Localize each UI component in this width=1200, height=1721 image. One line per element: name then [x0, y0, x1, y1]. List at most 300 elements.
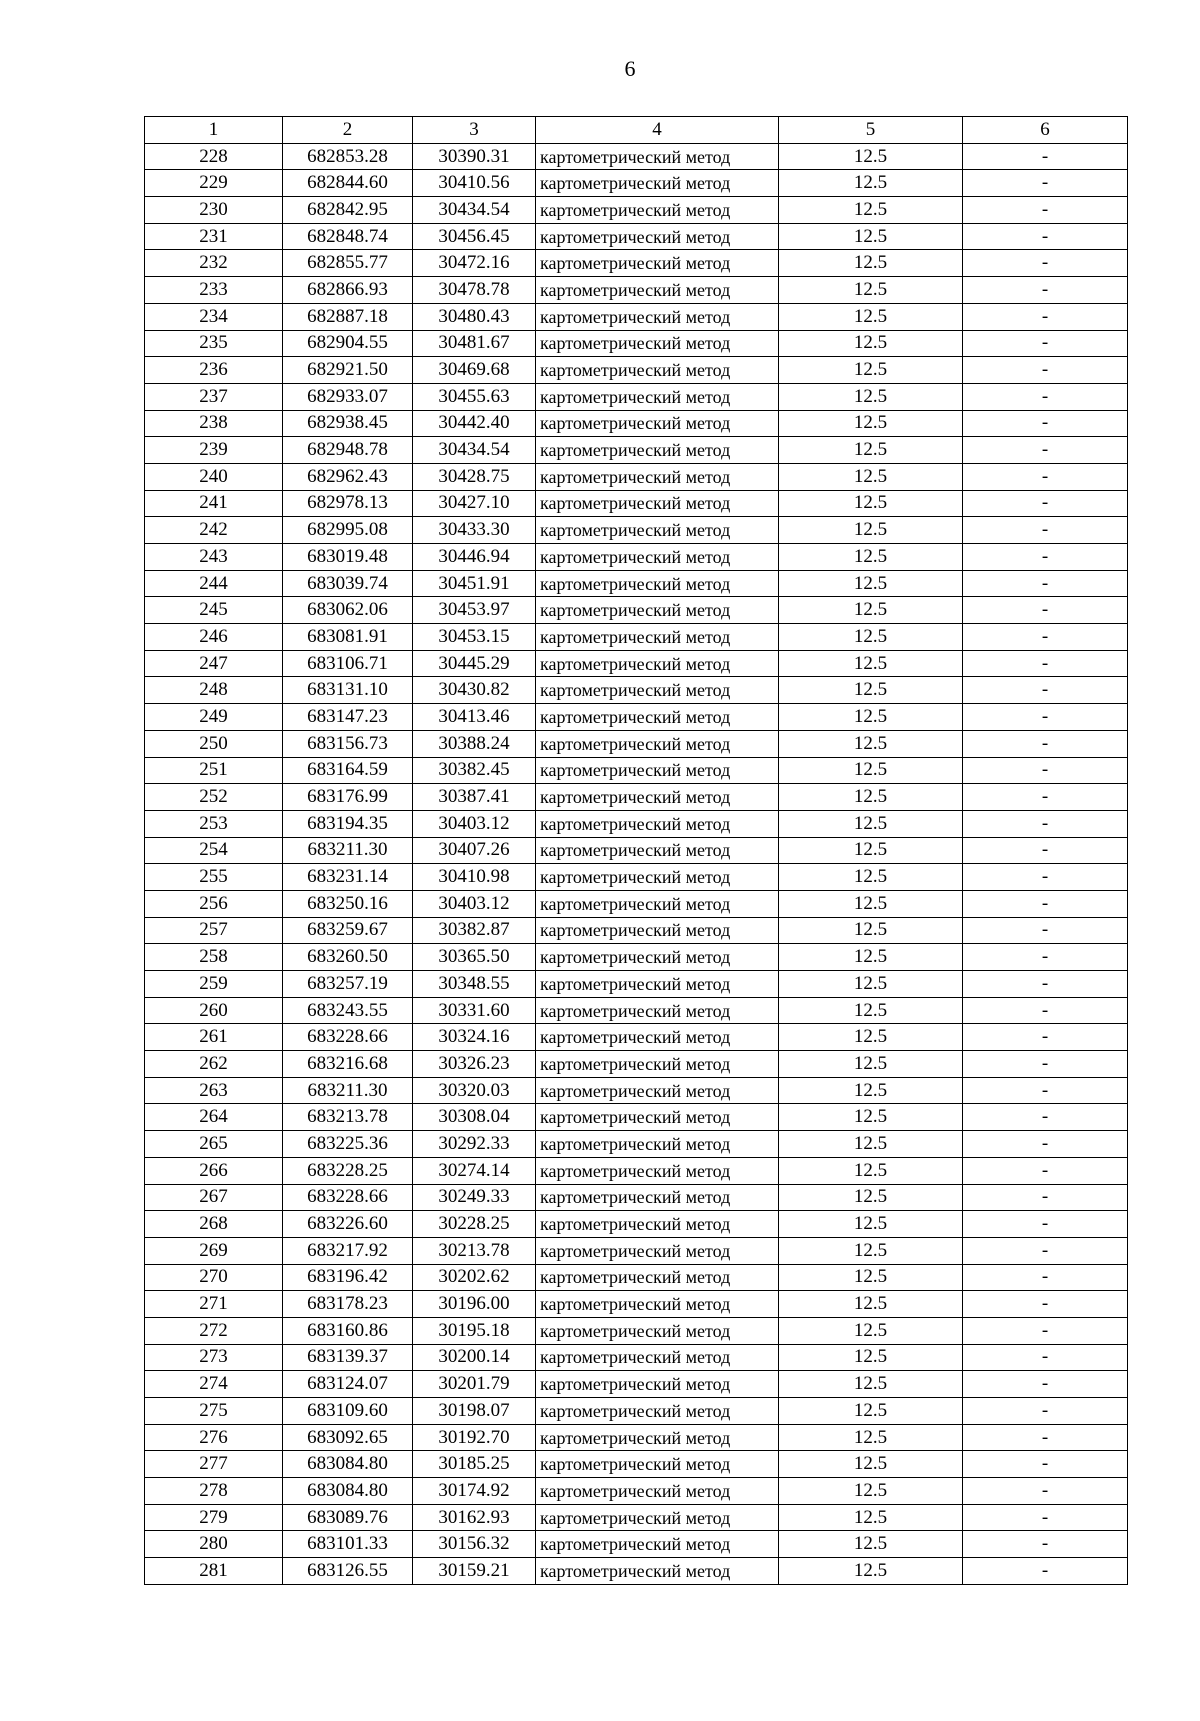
table-row	[145, 1131, 1128, 1158]
accuracy-cell: 12.5	[779, 437, 963, 464]
method-cell: картометрический метод	[536, 1131, 779, 1158]
column-header-3: 3	[413, 117, 536, 144]
method-cell: картометрический метод	[536, 437, 779, 464]
accuracy-cell: 12.5	[779, 1371, 963, 1398]
y-coordinate-cell: 30442.40	[413, 410, 536, 437]
method-cell: картометрический метод	[536, 1051, 779, 1078]
column-header-5: 5	[779, 117, 963, 144]
method-cell: картометрический метод	[536, 971, 779, 998]
point-number-cell: 243	[145, 544, 283, 571]
accuracy-cell: 12.5	[779, 223, 963, 250]
description-cell: -	[963, 1184, 1128, 1211]
accuracy-cell: 12.5	[779, 1504, 963, 1531]
description-cell: -	[963, 1024, 1128, 1051]
method-cell: картометрический метод	[536, 544, 779, 571]
accuracy-cell: 12.5	[779, 1077, 963, 1104]
table-row	[145, 1264, 1128, 1291]
x-coordinate-cell: 683211.30	[283, 1077, 413, 1104]
description-cell: -	[963, 570, 1128, 597]
column-header-1: 1	[145, 117, 283, 144]
point-number-cell: 250	[145, 730, 283, 757]
method-cell: картометрический метод	[536, 490, 779, 517]
x-coordinate-cell: 682978.13	[283, 490, 413, 517]
accuracy-cell: 12.5	[779, 357, 963, 384]
description-cell: -	[963, 544, 1128, 571]
accuracy-cell: 12.5	[779, 570, 963, 597]
accuracy-cell: 12.5	[779, 730, 963, 757]
y-coordinate-cell: 30469.68	[413, 357, 536, 384]
table-row	[145, 1184, 1128, 1211]
y-coordinate-cell: 30156.32	[413, 1531, 536, 1558]
description-cell: -	[963, 490, 1128, 517]
x-coordinate-cell: 683228.66	[283, 1184, 413, 1211]
accuracy-cell: 12.5	[779, 410, 963, 437]
x-coordinate-cell: 683106.71	[283, 650, 413, 677]
y-coordinate-cell: 30326.23	[413, 1051, 536, 1078]
x-coordinate-cell: 682921.50	[283, 357, 413, 384]
method-cell: картометрический метод	[536, 143, 779, 170]
point-number-cell: 246	[145, 624, 283, 651]
y-coordinate-cell: 30200.14	[413, 1344, 536, 1371]
y-coordinate-cell: 30213.78	[413, 1237, 536, 1264]
table-row	[145, 170, 1128, 197]
table-row	[145, 677, 1128, 704]
point-number-cell: 244	[145, 570, 283, 597]
method-cell: картометрический метод	[536, 1077, 779, 1104]
accuracy-cell: 12.5	[779, 971, 963, 998]
method-cell: картометрический метод	[536, 1317, 779, 1344]
y-coordinate-cell: 30390.31	[413, 143, 536, 170]
table-row	[145, 250, 1128, 277]
accuracy-cell: 12.5	[779, 997, 963, 1024]
x-coordinate-cell: 683101.33	[283, 1531, 413, 1558]
point-number-cell: 265	[145, 1131, 283, 1158]
description-cell: -	[963, 1264, 1128, 1291]
x-coordinate-cell: 683109.60	[283, 1398, 413, 1425]
table-row	[145, 1478, 1128, 1505]
description-cell: -	[963, 1211, 1128, 1238]
point-number-cell: 264	[145, 1104, 283, 1131]
description-cell: -	[963, 303, 1128, 330]
y-coordinate-cell: 30202.62	[413, 1264, 536, 1291]
accuracy-cell: 12.5	[779, 597, 963, 624]
x-coordinate-cell: 682904.55	[283, 330, 413, 357]
y-coordinate-cell: 30428.75	[413, 463, 536, 490]
y-coordinate-cell: 30331.60	[413, 997, 536, 1024]
method-cell: картометрический метод	[536, 330, 779, 357]
method-cell: картометрический метод	[536, 837, 779, 864]
table-row	[145, 223, 1128, 250]
method-cell: картометрический метод	[536, 1531, 779, 1558]
x-coordinate-cell: 683225.36	[283, 1131, 413, 1158]
method-cell: картометрический метод	[536, 357, 779, 384]
point-number-cell: 268	[145, 1211, 283, 1238]
table-row	[145, 810, 1128, 837]
method-cell: картометрический метод	[536, 917, 779, 944]
description-cell: -	[963, 810, 1128, 837]
table-row	[145, 1398, 1128, 1425]
description-cell: -	[963, 1504, 1128, 1531]
method-cell: картометрический метод	[536, 1371, 779, 1398]
table-row	[145, 757, 1128, 784]
coordinates-table	[144, 116, 1128, 1585]
y-coordinate-cell: 30433.30	[413, 517, 536, 544]
point-number-cell: 229	[145, 170, 283, 197]
point-number-cell: 261	[145, 1024, 283, 1051]
x-coordinate-cell: 683250.16	[283, 890, 413, 917]
x-coordinate-cell: 683092.65	[283, 1424, 413, 1451]
point-number-cell: 228	[145, 143, 283, 170]
table-row	[145, 890, 1128, 917]
method-cell: картометрический метод	[536, 864, 779, 891]
point-number-cell: 233	[145, 277, 283, 304]
y-coordinate-cell: 30387.41	[413, 784, 536, 811]
x-coordinate-cell: 682887.18	[283, 303, 413, 330]
method-cell: картометрический метод	[536, 1264, 779, 1291]
method-cell: картометрический метод	[536, 1344, 779, 1371]
description-cell: -	[963, 1531, 1128, 1558]
y-coordinate-cell: 30201.79	[413, 1371, 536, 1398]
y-coordinate-cell: 30451.91	[413, 570, 536, 597]
x-coordinate-cell: 683228.25	[283, 1157, 413, 1184]
accuracy-cell: 12.5	[779, 1291, 963, 1318]
point-number-cell: 276	[145, 1424, 283, 1451]
method-cell: картометрический метод	[536, 570, 779, 597]
accuracy-cell: 12.5	[779, 250, 963, 277]
x-coordinate-cell: 683062.06	[283, 597, 413, 624]
point-number-cell: 278	[145, 1478, 283, 1505]
accuracy-cell: 12.5	[779, 490, 963, 517]
x-coordinate-cell: 682848.74	[283, 223, 413, 250]
y-coordinate-cell: 30434.54	[413, 197, 536, 224]
point-number-cell: 245	[145, 597, 283, 624]
accuracy-cell: 12.5	[779, 624, 963, 651]
method-cell: картометрический метод	[536, 1157, 779, 1184]
method-cell: картометрический метод	[536, 250, 779, 277]
table-body	[145, 143, 1128, 1584]
table-row	[145, 784, 1128, 811]
table-row	[145, 357, 1128, 384]
x-coordinate-cell: 682995.08	[283, 517, 413, 544]
table-row	[145, 277, 1128, 304]
header-row	[145, 117, 1128, 144]
description-cell: -	[963, 1424, 1128, 1451]
x-coordinate-cell: 683160.86	[283, 1317, 413, 1344]
x-coordinate-cell: 683176.99	[283, 784, 413, 811]
table-row	[145, 1451, 1128, 1478]
point-number-cell: 259	[145, 971, 283, 998]
table-row	[145, 1104, 1128, 1131]
y-coordinate-cell: 30365.50	[413, 944, 536, 971]
y-coordinate-cell: 30162.93	[413, 1504, 536, 1531]
accuracy-cell: 12.5	[779, 810, 963, 837]
accuracy-cell: 12.5	[779, 1424, 963, 1451]
x-coordinate-cell: 683243.55	[283, 997, 413, 1024]
x-coordinate-cell: 683084.80	[283, 1478, 413, 1505]
accuracy-cell: 12.5	[779, 544, 963, 571]
table-row	[145, 517, 1128, 544]
y-coordinate-cell: 30455.63	[413, 383, 536, 410]
description-cell: -	[963, 1077, 1128, 1104]
description-cell: -	[963, 143, 1128, 170]
method-cell: картометрический метод	[536, 170, 779, 197]
table-row	[145, 383, 1128, 410]
x-coordinate-cell: 682855.77	[283, 250, 413, 277]
accuracy-cell: 12.5	[779, 170, 963, 197]
y-coordinate-cell: 30196.00	[413, 1291, 536, 1318]
method-cell: картометрический метод	[536, 1184, 779, 1211]
point-number-cell: 271	[145, 1291, 283, 1318]
method-cell: картометрический метод	[536, 624, 779, 651]
description-cell: -	[963, 890, 1128, 917]
table-row	[145, 1051, 1128, 1078]
x-coordinate-cell: 683260.50	[283, 944, 413, 971]
table-row	[145, 971, 1128, 998]
method-cell: картометрический метод	[536, 1291, 779, 1318]
method-cell: картометрический метод	[536, 1211, 779, 1238]
method-cell: картометрический метод	[536, 730, 779, 757]
description-cell: -	[963, 650, 1128, 677]
x-coordinate-cell: 683019.48	[283, 544, 413, 571]
point-number-cell: 266	[145, 1157, 283, 1184]
method-cell: картометрический метод	[536, 197, 779, 224]
accuracy-cell: 12.5	[779, 1478, 963, 1505]
y-coordinate-cell: 30410.56	[413, 170, 536, 197]
accuracy-cell: 12.5	[779, 1344, 963, 1371]
point-number-cell: 237	[145, 383, 283, 410]
accuracy-cell: 12.5	[779, 1264, 963, 1291]
x-coordinate-cell: 683147.23	[283, 704, 413, 731]
accuracy-cell: 12.5	[779, 1558, 963, 1585]
point-number-cell: 241	[145, 490, 283, 517]
y-coordinate-cell: 30292.33	[413, 1131, 536, 1158]
x-coordinate-cell: 683257.19	[283, 971, 413, 998]
y-coordinate-cell: 30472.16	[413, 250, 536, 277]
column-header-6: 6	[963, 117, 1128, 144]
table-row	[145, 944, 1128, 971]
accuracy-cell: 12.5	[779, 1211, 963, 1238]
x-coordinate-cell: 682962.43	[283, 463, 413, 490]
point-number-cell: 230	[145, 197, 283, 224]
y-coordinate-cell: 30403.12	[413, 890, 536, 917]
x-coordinate-cell: 683089.76	[283, 1504, 413, 1531]
x-coordinate-cell: 683178.23	[283, 1291, 413, 1318]
description-cell: -	[963, 1291, 1128, 1318]
point-number-cell: 235	[145, 330, 283, 357]
table-row	[145, 1237, 1128, 1264]
table-row	[145, 1157, 1128, 1184]
y-coordinate-cell: 30446.94	[413, 544, 536, 571]
accuracy-cell: 12.5	[779, 757, 963, 784]
x-coordinate-cell: 682948.78	[283, 437, 413, 464]
table-row	[145, 1077, 1128, 1104]
accuracy-cell: 12.5	[779, 837, 963, 864]
description-cell: -	[963, 463, 1128, 490]
y-coordinate-cell: 30388.24	[413, 730, 536, 757]
accuracy-cell: 12.5	[779, 1051, 963, 1078]
accuracy-cell: 12.5	[779, 1451, 963, 1478]
point-number-cell: 231	[145, 223, 283, 250]
description-cell: -	[963, 730, 1128, 757]
accuracy-cell: 12.5	[779, 277, 963, 304]
description-cell: -	[963, 1317, 1128, 1344]
x-coordinate-cell: 683164.59	[283, 757, 413, 784]
point-number-cell: 238	[145, 410, 283, 437]
description-cell: -	[963, 437, 1128, 464]
y-coordinate-cell: 30308.04	[413, 1104, 536, 1131]
accuracy-cell: 12.5	[779, 1131, 963, 1158]
y-coordinate-cell: 30410.98	[413, 864, 536, 891]
method-cell: картометрический метод	[536, 223, 779, 250]
point-number-cell: 253	[145, 810, 283, 837]
point-number-cell: 275	[145, 1398, 283, 1425]
x-coordinate-cell: 683196.42	[283, 1264, 413, 1291]
accuracy-cell: 12.5	[779, 1317, 963, 1344]
y-coordinate-cell: 30324.16	[413, 1024, 536, 1051]
description-cell: -	[963, 1051, 1128, 1078]
method-cell: картометрический метод	[536, 1504, 779, 1531]
accuracy-cell: 12.5	[779, 944, 963, 971]
table-row	[145, 544, 1128, 571]
x-coordinate-cell: 683131.10	[283, 677, 413, 704]
y-coordinate-cell: 30249.33	[413, 1184, 536, 1211]
table-row	[145, 1291, 1128, 1318]
method-cell: картометрический метод	[536, 597, 779, 624]
accuracy-cell: 12.5	[779, 650, 963, 677]
point-number-cell: 279	[145, 1504, 283, 1531]
point-number-cell: 256	[145, 890, 283, 917]
method-cell: картометрический метод	[536, 410, 779, 437]
x-coordinate-cell: 683039.74	[283, 570, 413, 597]
point-number-cell: 272	[145, 1317, 283, 1344]
point-number-cell: 257	[145, 917, 283, 944]
point-number-cell: 242	[145, 517, 283, 544]
table-row	[145, 410, 1128, 437]
method-cell: картометрический метод	[536, 757, 779, 784]
point-number-cell: 248	[145, 677, 283, 704]
table-row	[145, 303, 1128, 330]
y-coordinate-cell: 30274.14	[413, 1157, 536, 1184]
description-cell: -	[963, 250, 1128, 277]
point-number-cell: 267	[145, 1184, 283, 1211]
point-number-cell: 236	[145, 357, 283, 384]
x-coordinate-cell: 682844.60	[283, 170, 413, 197]
page-number: 6	[624, 56, 636, 81]
point-number-cell: 240	[145, 463, 283, 490]
accuracy-cell: 12.5	[779, 784, 963, 811]
description-cell: -	[963, 1131, 1128, 1158]
y-coordinate-cell: 30478.78	[413, 277, 536, 304]
point-number-cell: 254	[145, 837, 283, 864]
description-cell: -	[963, 864, 1128, 891]
x-coordinate-cell: 683213.78	[283, 1104, 413, 1131]
accuracy-cell: 12.5	[779, 1237, 963, 1264]
description-cell: -	[963, 1451, 1128, 1478]
y-coordinate-cell: 30407.26	[413, 837, 536, 864]
accuracy-cell: 12.5	[779, 517, 963, 544]
x-coordinate-cell: 683156.73	[283, 730, 413, 757]
description-cell: -	[963, 917, 1128, 944]
accuracy-cell: 12.5	[779, 1398, 963, 1425]
accuracy-cell: 12.5	[779, 1024, 963, 1051]
table-row	[145, 1024, 1128, 1051]
y-coordinate-cell: 30198.07	[413, 1398, 536, 1425]
description-cell: -	[963, 330, 1128, 357]
table-row	[145, 143, 1128, 170]
table-row	[145, 1211, 1128, 1238]
description-cell: -	[963, 1558, 1128, 1585]
table-row	[145, 624, 1128, 651]
y-coordinate-cell: 30174.92	[413, 1478, 536, 1505]
table-row	[145, 704, 1128, 731]
method-cell: картометрический метод	[536, 650, 779, 677]
point-number-cell: 249	[145, 704, 283, 731]
x-coordinate-cell: 683216.68	[283, 1051, 413, 1078]
method-cell: картометрический метод	[536, 1024, 779, 1051]
description-cell: -	[963, 277, 1128, 304]
accuracy-cell: 12.5	[779, 463, 963, 490]
table-row	[145, 330, 1128, 357]
y-coordinate-cell: 30403.12	[413, 810, 536, 837]
y-coordinate-cell: 30382.45	[413, 757, 536, 784]
description-cell: -	[963, 1104, 1128, 1131]
x-coordinate-cell: 683194.35	[283, 810, 413, 837]
x-coordinate-cell: 682933.07	[283, 383, 413, 410]
accuracy-cell: 12.5	[779, 677, 963, 704]
description-cell: -	[963, 383, 1128, 410]
column-header-2: 2	[283, 117, 413, 144]
x-coordinate-cell: 683226.60	[283, 1211, 413, 1238]
accuracy-cell: 12.5	[779, 1104, 963, 1131]
point-number-cell: 273	[145, 1344, 283, 1371]
y-coordinate-cell: 30382.87	[413, 917, 536, 944]
table-row	[145, 1504, 1128, 1531]
y-coordinate-cell: 30159.21	[413, 1558, 536, 1585]
point-number-cell: 234	[145, 303, 283, 330]
x-coordinate-cell: 683081.91	[283, 624, 413, 651]
description-cell: -	[963, 971, 1128, 998]
point-number-cell: 247	[145, 650, 283, 677]
description-cell: -	[963, 837, 1128, 864]
table-row	[145, 650, 1128, 677]
point-number-cell: 274	[145, 1371, 283, 1398]
description-cell: -	[963, 1371, 1128, 1398]
point-number-cell: 277	[145, 1451, 283, 1478]
point-number-cell: 262	[145, 1051, 283, 1078]
x-coordinate-cell: 683231.14	[283, 864, 413, 891]
accuracy-cell: 12.5	[779, 143, 963, 170]
table-row	[145, 570, 1128, 597]
y-coordinate-cell: 30434.54	[413, 437, 536, 464]
accuracy-cell: 12.5	[779, 303, 963, 330]
method-cell: картометрический метод	[536, 463, 779, 490]
y-coordinate-cell: 30481.67	[413, 330, 536, 357]
method-cell: картометрический метод	[536, 784, 779, 811]
method-cell: картометрический метод	[536, 704, 779, 731]
accuracy-cell: 12.5	[779, 1157, 963, 1184]
table-row	[145, 490, 1128, 517]
accuracy-cell: 12.5	[779, 864, 963, 891]
table-row	[145, 1317, 1128, 1344]
description-cell: -	[963, 410, 1128, 437]
table-row	[145, 463, 1128, 490]
description-cell: -	[963, 170, 1128, 197]
method-cell: картометрический метод	[536, 517, 779, 544]
method-cell: картометрический метод	[536, 1424, 779, 1451]
point-number-cell: 281	[145, 1558, 283, 1585]
x-coordinate-cell: 683228.66	[283, 1024, 413, 1051]
table-row	[145, 997, 1128, 1024]
